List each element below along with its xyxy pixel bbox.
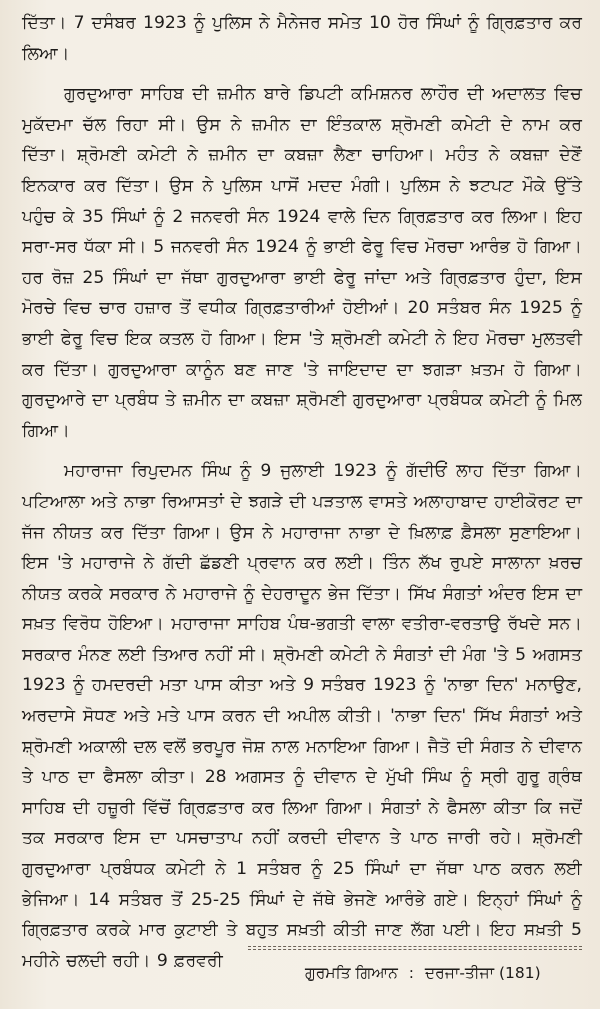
paragraph-nabha-jaito: ਮਹਾਰਾਜਾ ਰਿਪੁਦਮਨ ਸਿੰਘ ਨੂੰ 9 ਜੁਲਾਈ 1923 ਨੂੰ ਗੱਦੀਓਂ ਲਾਹ ਦਿੱਤਾ ਗਿਆ। ਪਟਿਆਲਾ ਅਤੇ ਨਾਭਾ ਰਿਆਸਤਾਂ ਦੇ ਝਗੜੇ ਦੀ ਪੜਤਾਲ ਵਾਸਤੇ ਅਲਾਹਾਬਾਦ ਹਾਈਕੋਰਟ ਦਾ ਜੱਜ ਨੀਯਤ ਕਰ ਦਿੱਤਾ ਗਿਆ। ਉਸ ਨੇ ਮਹਾਰਾਜਾ ਨਾਭਾ ਦੇ ਖ਼ਿਲਾਫ਼ ਫ਼ੈਸਲਾ ਸੁਣਾਇਆ। ਇਸ 'ਤੇ ਮਹਾਰਾਜੇ ਨੇ ਗੱਦੀ ਛੱਡਣੀ ਪ੍ਰਵਾਨ ਕਰ ਲਈ। ਤਿੰਨ ਲੱਖ ਰੁਪਏ ਸਾਲਾਨਾ ਖ਼ਰਚ ਨੀਯਤ ਕਰਕੇ ਸਰਕਾਰ ਨੇ ਮਹਾਰਾਜੇ ਨੂੰ ਦੇਹਰਾਦੂਨ ਭੇਜ ਦਿੱਤਾ। ਸਿੱਖ ਸੰਗਤਾਂ ਅੰਦਰ ਇਸ ਦਾ ਸਖ਼ਤ ਵਿਰੋਧ ਹੋਇਆ। ਮਹਾਰਾਜਾ ਸਾਹਿਬ ਪੰਥ-ਭਗਤੀ ਵਾਲਾ ਵਤੀਰਾ-ਵਰਤਾਉ ਰੱਖਦੇ ਸਨ। ਸਰਕਾਰ ਮੰਨਣ ਲਈ ਤਿਆਰ ਨਹੀਂ ਸੀ। ਸ਼੍ਰੋਮਣੀ ਕਮੇਟੀ ਨੇ ਸੰਗਤਾਂ ਦੀ ਮੰਗ 'ਤੇ 5 ਅਗਸਤ 1923 ਨੂੰ ਹਮਦਰਦੀ ਮਤਾ ਪਾਸ ਕੀਤਾ ਅਤੇ 9 ਸਤੰਬਰ 1923 ਨੂੰ 'ਨਾਭਾ ਦਿਨ' ਮਨਾਉਣ, ਅਰਦਾਸੇ ਸੋਧਣ ਅਤੇ ਮਤੇ ਪਾਸ ਕਰਨ ਦੀ ਅਪੀਲ ਕੀਤੀ। 'ਨਾਭਾ ਦਿਨ' ਸਿੱਖ ਸੰਗਤਾਂ ਅਤੇ ਸ਼੍ਰੋਮਣੀ ਅਕਾਲੀ ਦਲ ਵਲੋਂ ਭਰਪੂਰ ਜੋਸ਼ ਨਾਲ ਮਨਾਇਆ ਗਿਆ। ਜੈਤੋ ਦੀ ਸੰਗਤ ਨੇ ਦੀਵਾਨ ਤੇ ਪਾਠ ਦਾ ਫੈਸਲਾ ਕੀਤਾ। 28 ਅਗਸਤ ਨੂੰ ਦੀਵਾਨ ਦੇ ਮੁੱਖੀ ਸਿੰਘ ਨੂੰ ਸ੍ਰੀ ਗੁਰੂ ਗ੍ਰੰਥ ਸਾਹਿਬ ਦੀ ਹਜ਼ੂਰੀ ਵਿੱਚੋਂ ਗ੍ਰਿਫ਼ਤਾਰ ਕਰ ਲਿਆ ਗਿਆ। ਸੰਗਤਾਂ ਨੇ ਫੈਸਲਾ ਕੀਤਾ ਕਿ ਜਦੋਂ ਤਕ ਸਰਕਾਰ ਇਸ ਦਾ ਪਸਚਾਤਾਪ ਨਹੀਂ ਕਰਦੀ ਦੀਵਾਨ ਤੇ ਪਾਠ ਜਾਰੀ ਰਹੇ। ਸ਼੍ਰੋਮਣੀ ਗੁਰਦੁਆਰਾ ਪ੍ਰਬੰਧਕ ਕਮੇਟੀ ਨੇ 1 ਸਤੰਬਰ ਨੂੰ 25 ਸਿੰਘਾਂ ਦਾ ਜੱਥਾ ਪਾਠ ਕਰਨ ਲਈ ਭੇਜਿਆ। 14 ਸਤੰਬਰ ਤੋਂ 25-25 ਸਿੰਘਾਂ ਦੇ ਜੱਥੇ ਭੇਜਣੇ ਆਰੰਭੇ ਗਏ। ਇਨ੍ਹਾਂ ਸਿੰਘਾਂ ਨੂੰ ਗ੍ਰਿਫ਼ਤਾਰ ਕਰਕੇ ਮਾਰ ਕੁਟਾਈ ਤੇ ਬਹੁਤ ਸਖ਼ਤੀ ਕੀਤੀ ਜਾਣ ਲੱਗ ਪਈ। ਇਹ ਸਖ਼ਤੀ 5 ਮਹੀਨੇ ਚਲਦੀ ਰਹੀ। 9 ਫ਼ਰਵਰੀ bbox=[22, 461, 582, 971]
page-number: (181) bbox=[499, 964, 541, 982]
paragraph-continuation: ਦਿੱਤਾ। 7 ਦਸੰਬਰ 1923 ਨੂੰ ਪੁਲਿਸ ਨੇ ਮੈਨੇਜਰ ਸਮੇਤ 10 ਹੋਰ ਸਿੰਘਾਂ ਨੂੰ ਗ੍ਰਿਫ਼ਤਾਰ ਕਰ ਲਿਆ। bbox=[22, 13, 582, 64]
footer-book-title: ਗੁਰਮਤਿ ਗਿਆਨ bbox=[305, 964, 398, 982]
footer-level: ਦਰਜਾ-ਤੀਜਾ bbox=[424, 964, 495, 982]
footer-divider bbox=[248, 946, 582, 950]
paragraph-bhai-pheru-morcha: ਗੁਰਦੁਆਰਾ ਸਾਹਿਬ ਦੀ ਜ਼ਮੀਨ ਬਾਰੇ ਡਿਪਟੀ ਕਮਿਸ਼ਨਰ ਲਾਹੌਰ ਦੀ ਅਦਾਲਤ ਵਿਚ ਮੁਕੱਦਮਾ ਚੱਲ ਰਿਹਾ ਸੀ। ਉਸ ਨੇ ਜ਼ਮੀਨ ਦਾ ਇੰਤਕਾਲ ਸ਼੍ਰੋਮਣੀ ਕਮੇਟੀ ਦੇ ਨਾਮ ਕਰ ਦਿੱਤਾ। ਸ਼੍ਰੋਮਣੀ ਕਮੇਟੀ ਨੇ ਜ਼ਮੀਨ ਦਾ ਕਬਜ਼ਾ ਲੈਣਾ ਚਾਹਿਆ। ਮਹੰਤ ਨੇ ਕਬਜ਼ਾ ਦੇਣੋਂ ਇਨਕਾਰ ਕਰ ਦਿੱਤਾ। ਉਸ ਨੇ ਪੁਲਿਸ ਪਾਸੋਂ ਮਦਦ ਮੰਗੀ। ਪੁਲਿਸ ਨੇ ਝਟਪਟ ਮੌਕੇ ਉੱਤੇ ਪਹੁੰਚ ਕੇ 35 ਸਿੰਘਾਂ ਨੂੰ 2 ਜਨਵਰੀ ਸੰਨ 1924 ਵਾਲੇ ਦਿਨ ਗ੍ਰਿਫ਼ਤਾਰ ਕਰ ਲਿਆ। ਇਹ ਸਰਾ-ਸਰ ਧੱਕਾ ਸੀ। 5 ਜਨਵਰੀ ਸੰਨ 1924 ਨੂੰ ਭਾਈ ਫੇਰੂ ਵਿਚ ਮੋਰਚਾ ਆਰੰਭ ਹੋ ਗਿਆ। ਹਰ ਰੋਜ਼ 25 ਸਿੰਘਾਂ ਦਾ ਜੱਥਾ ਗੁਰਦੁਆਰਾ ਭਾਈ ਫੇਰੂ ਜਾਂਦਾ ਅਤੇ ਗ੍ਰਿਫ਼ਤਾਰ ਹੁੰਦਾ, ਇਸ ਮੋਰਚੇ ਵਿਚ ਚਾਰ ਹਜ਼ਾਰ ਤੋਂ ਵਧੀਕ ਗ੍ਰਿਫ਼ਤਾਰੀਆਂ ਹੋਈਆਂ। 20 ਸਤੰਬਰ ਸੰਨ 1925 ਨੂੰ ਭਾਈ ਫੇਰੂ ਵਿਚ ਇਕ ਕਤਲ ਹੋ ਗਿਆ। ਇਸ 'ਤੇ ਸ਼੍ਰੋਮਣੀ ਕਮੇਟੀ ਨੇ ਇਹ ਮੋਰਚਾ ਮੁਲਤਵੀ ਕਰ ਦਿੱਤਾ। ਗੁਰਦੁਆਰਾ ਕਾਨੂੰਨ ਬਣ ਜਾਣ 'ਤੇ ਜਾਇਦਾਦ ਦਾ ਝਗੜਾ ਖ਼ਤਮ ਹੋ ਗਿਆ। ਗੁਰਦੁਆਰੇ ਦਾ ਪ੍ਰਬੰਧ ਤੇ ਜ਼ਮੀਨ ਦਾ ਕਬਜ਼ਾ ਸ਼੍ਰੋਮਣੀ ਗੁਰਦੁਆਰਾ ਪ੍ਰਬੰਧਕ ਕਮੇਟੀ ਨੂੰ ਮਿਲ ਗਿਆ। bbox=[22, 84, 582, 441]
page-footer bbox=[305, 963, 541, 983]
footer-separator: : bbox=[408, 964, 414, 982]
